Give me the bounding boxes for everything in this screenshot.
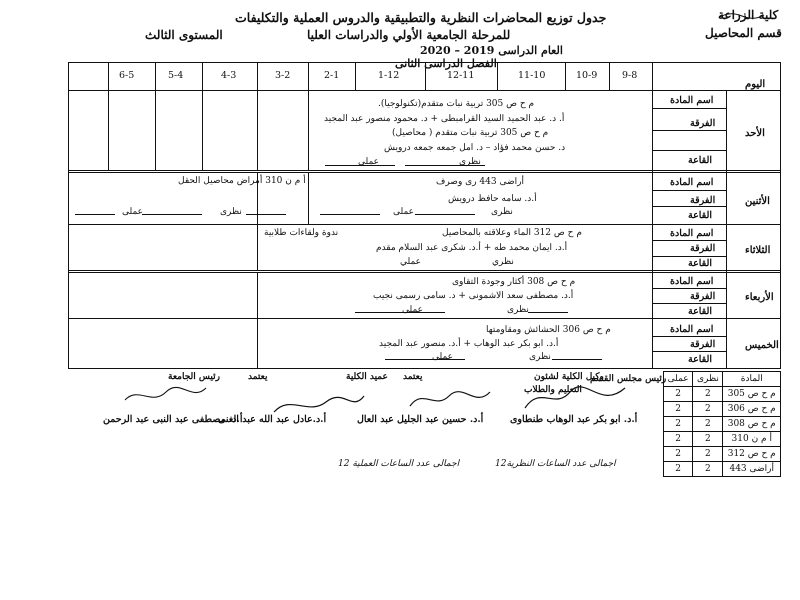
day-wednesday: الأربعاء	[745, 292, 774, 303]
group-label: الفرقة	[690, 243, 716, 254]
divider	[652, 108, 726, 109]
divider	[142, 214, 202, 215]
tuesday-practical: عملي	[400, 257, 422, 267]
table-row	[664, 387, 781, 402]
divider	[68, 90, 781, 91]
summary-cell: أ م ن 310	[723, 432, 781, 447]
divider	[405, 165, 485, 166]
summary-cell: م ح ص 312	[723, 447, 781, 462]
day-tuesday: الثلاثاء	[745, 245, 771, 256]
hall-label: القاعة	[688, 258, 712, 269]
day-header: اليوم	[745, 79, 766, 90]
sunday-staff-2: د. حسن محمد فؤاد – د. امل جمعه جمعه درويش	[384, 143, 566, 153]
hall-label: القاعة	[688, 210, 712, 221]
thursday-theory: نظرى	[529, 352, 551, 362]
divider	[68, 224, 781, 225]
monday-practical: عملى	[393, 207, 415, 217]
divider	[308, 172, 309, 224]
time-slot: 11-10	[518, 70, 546, 81]
divider	[75, 214, 115, 215]
divider	[652, 130, 726, 131]
summary-header: عملى	[664, 372, 693, 387]
divider	[355, 312, 445, 313]
table-row	[664, 462, 781, 477]
summary-cell: 2	[693, 417, 723, 432]
divider	[202, 62, 203, 90]
dean-title: عميد الكلية	[346, 372, 388, 382]
semester: الفصل الدراسى الثانى	[395, 57, 497, 70]
divider	[320, 214, 380, 215]
divider	[652, 351, 726, 352]
summary-header-row	[664, 372, 781, 387]
divider	[246, 214, 286, 215]
vice-dean-name: أ.د. حسين عبد الجليل عبد العال	[357, 414, 484, 425]
divider	[202, 90, 203, 170]
divider	[652, 303, 726, 304]
vice-dean-title: وكيل الكلية لشئون	[534, 372, 604, 382]
divider	[415, 214, 475, 215]
divider	[652, 336, 726, 337]
page-subtitle: للمرحلة الجامعية الأولي والدراسات العليا	[307, 28, 511, 42]
time-slot: 1-12	[378, 70, 400, 81]
time-slot: 3-2	[275, 70, 291, 81]
time-slot: 12-11	[447, 70, 475, 81]
college-logo	[718, 4, 766, 12]
subject-label: اسم المادة	[670, 177, 714, 188]
summary-cell: 2	[664, 417, 693, 432]
divider	[68, 170, 781, 171]
divider	[68, 172, 781, 173]
hall-label: القاعة	[688, 306, 712, 317]
summary-cell: 2	[693, 462, 723, 477]
subject-label: اسم المادة	[670, 95, 714, 106]
day-thursday: الخميس	[745, 340, 779, 351]
divider	[155, 90, 156, 170]
thursday-subject-1: م ح ص 306 الحشائش ومقاومتها	[486, 325, 611, 335]
theory-total: اجمالى عدد الساعات النظرية12	[495, 459, 616, 469]
table-row	[664, 432, 781, 447]
summary-cell: 2	[664, 447, 693, 462]
summary-cell: 2	[693, 432, 723, 447]
college-name: كلية الزراعة	[718, 8, 779, 22]
president-name: أ.د. مصطفى عبد النبى عبد الرحمن	[103, 414, 243, 425]
time-slot: 6-5	[119, 70, 135, 81]
divider	[257, 272, 258, 318]
divider	[325, 165, 395, 166]
divider	[308, 62, 309, 90]
divider	[652, 240, 726, 241]
thursday-practical: عملى	[432, 352, 454, 362]
dean-name: أ.د.عادل عبد الله عبد الغنى	[218, 414, 327, 425]
tuesday-seminar: ندوة ولقاءات طلابية	[264, 228, 339, 238]
group-label: الفرقة	[690, 195, 716, 206]
divider	[652, 150, 726, 151]
monday-theory: نظرى	[491, 207, 513, 217]
time-slot: 4-3	[221, 70, 237, 81]
summary-cell: أراضى 443	[723, 462, 781, 477]
divider	[355, 62, 356, 90]
time-slot: 5-4	[168, 70, 184, 81]
summary-cell: 2	[664, 432, 693, 447]
summary-header: نظرى	[693, 372, 723, 387]
divider	[425, 62, 426, 90]
monday-practical-2: عملى	[122, 207, 144, 217]
divider	[497, 62, 498, 90]
divider	[385, 359, 465, 360]
summary-cell: 2	[664, 462, 693, 477]
tuesday-staff-1: أ.د. ايمان محمد طه + أ.د. شكرى عبد السلام مقدم	[376, 243, 568, 253]
summary-cell: م ح ص 306	[723, 402, 781, 417]
summary-cell: م ح ص 308	[723, 417, 781, 432]
sunday-theory: نظرى	[459, 157, 481, 167]
day-sunday: الأحد	[745, 128, 765, 139]
summary-header: المادة	[723, 372, 781, 387]
summary-cell: 2	[664, 402, 693, 417]
divider	[257, 90, 258, 170]
sunday-practical: عملى	[358, 157, 380, 167]
divider	[108, 90, 109, 170]
page-title: جدول توزيع المحاضرات النظرية والتطبيقية والدروس العملية والتكليفات	[235, 10, 607, 25]
wednesday-staff-1: أ.د. مصطفى سعد الاشمونى + د. سامى رسمى نجيب	[373, 291, 574, 301]
divider	[609, 62, 610, 90]
divider	[528, 312, 568, 313]
subject-label: اسم المادة	[670, 228, 714, 239]
time-slot: 2-1	[324, 70, 340, 81]
divider	[308, 90, 309, 170]
monday-subject-2: أ م ن 310 أمراض محاصيل الحقل	[178, 176, 306, 186]
wednesday-practical: عملى	[402, 305, 424, 315]
divider	[652, 288, 726, 289]
time-slot: 9-8	[622, 70, 638, 81]
table-row	[664, 417, 781, 432]
approved-label: يعتمد	[248, 372, 268, 382]
sunday-subject-1: م ح ص 305 تربية نبات متقدم(تكنولوجيا).	[378, 99, 535, 109]
thursday-staff-1: أ.د. ابو بكر عبد الوهاب + أ.د. منصور عبد المجيد	[379, 339, 559, 349]
sunday-staff-1: أ. د. عبد الحميد السيد القرامبطى + د. محمود منصور عبد المجيد	[324, 114, 565, 124]
divider	[652, 190, 726, 191]
divider	[155, 62, 156, 90]
divider	[257, 62, 258, 90]
divider	[68, 270, 781, 271]
hall-label: القاعة	[688, 155, 712, 166]
head-dept-title: رئيس مجلس القسم	[590, 374, 667, 384]
group-label: الفرقة	[690, 291, 716, 302]
monday-subject-1: أراضى 443 رى وصرف	[436, 177, 524, 187]
group-label: الفرقة	[690, 339, 716, 350]
monday-staff-1: أ.د. سامه حافظ درويش	[448, 194, 537, 204]
divider	[257, 224, 258, 270]
summary-table	[663, 371, 781, 477]
summary-cell: 2	[664, 387, 693, 402]
vice-dean-title-2: التعليم والطلاب	[524, 385, 582, 395]
wednesday-subject-1: م ح ص 308 أكثار وجودة التقاوى	[452, 277, 576, 287]
divider	[552, 359, 602, 360]
level: المستوى الثالث	[145, 28, 223, 42]
divider	[68, 318, 781, 319]
wednesday-theory: نظرى	[507, 305, 529, 315]
summary-cell: م ح ص 305	[723, 387, 781, 402]
table-row	[664, 447, 781, 462]
practical-total: اجمالى عدد الساعات العملية 12	[338, 459, 460, 469]
divider	[108, 62, 109, 90]
summary-cell: 2	[693, 447, 723, 462]
divider	[726, 90, 727, 369]
signature-scribble	[120, 380, 210, 410]
divider	[652, 256, 726, 257]
divider	[68, 272, 781, 273]
day-monday: الأثنين	[745, 196, 770, 207]
hall-label: القاعة	[688, 354, 712, 365]
monday-theory-2: نظرى	[220, 207, 242, 217]
divider	[257, 318, 258, 369]
divider	[565, 62, 566, 90]
tuesday-subject-1: م ح ص 312 الماء وعلاقته بالمحاصيل	[442, 228, 582, 238]
approved-label: يعتمد	[403, 372, 423, 382]
tuesday-theory: نظري	[492, 257, 514, 267]
summary-cell: 2	[693, 402, 723, 417]
summary-cell: 2	[693, 387, 723, 402]
academic-year: العام الدراسى 2019 – 2020	[420, 44, 563, 57]
signature-scribble	[405, 382, 495, 414]
president-title: رئيس الجامعة	[168, 372, 220, 382]
group-label: الفرقة	[690, 118, 716, 129]
subject-label: اسم المادة	[670, 324, 714, 335]
signature-scribble	[520, 380, 630, 416]
table-row	[664, 402, 781, 417]
department-name: قسم المحاصيل	[705, 26, 782, 40]
subject-label: اسم المادة	[670, 276, 714, 287]
head-dept-name: أ.د. ابو بكر عبد الوهاب طنطاوى	[510, 414, 638, 425]
divider	[652, 206, 726, 207]
sunday-subject-2: م ح ص 305 تربية نبات متقدم ( محاصيل)	[392, 128, 549, 138]
time-slot: 10-9	[576, 70, 598, 81]
